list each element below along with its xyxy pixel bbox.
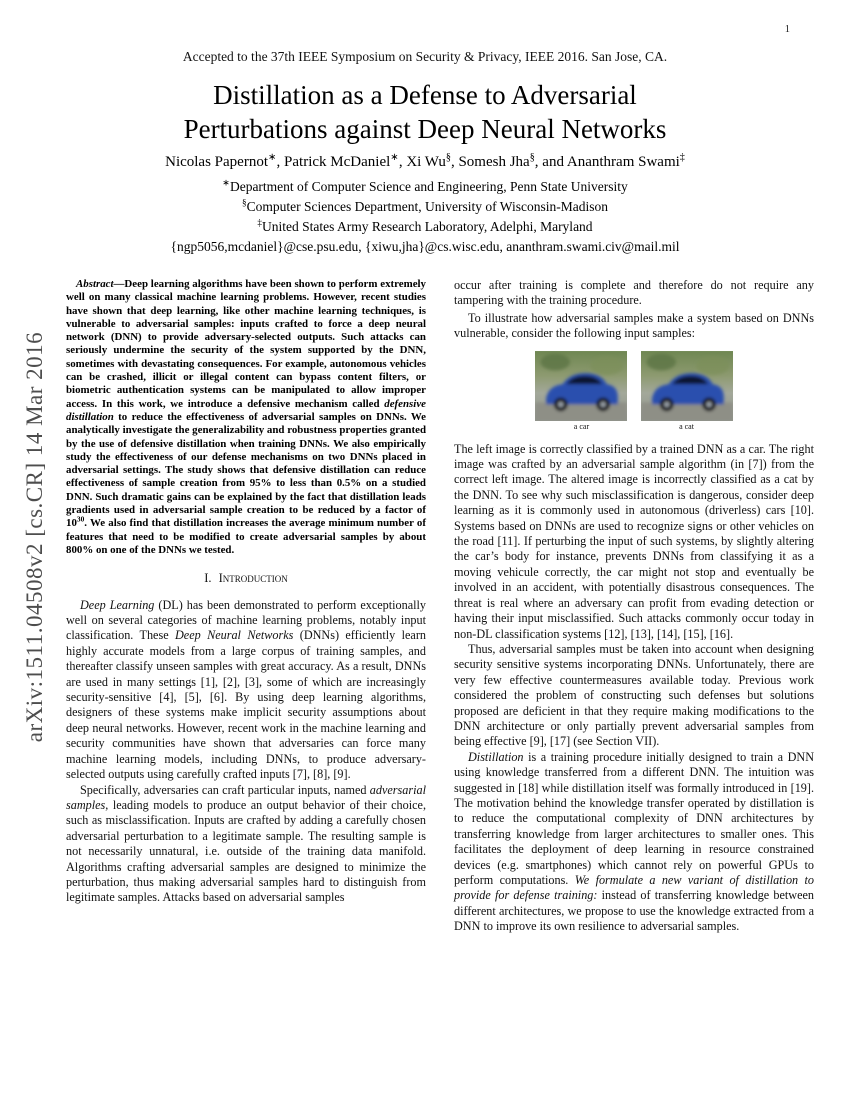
intro-paragraph-2 [66,783,426,906]
abstract-segment: . We also find that distillation increases the average minimum number of features that need to be modified to create adversarial samples by about 800% on one of the DNNs we tested. [66,517,426,556]
author-name: , Patrick McDaniel [276,154,391,170]
paper-title-line2: Perturbations against Deep Neural Networks [183,114,667,144]
author-block [0,154,850,257]
section-number: I. [204,571,212,586]
intro-paragraph-1 [66,598,426,783]
author-mark: ∗ [390,152,399,163]
affiliation-mark: § [242,197,247,208]
emails-line: {ngp5056,mcdaniel}@cse.psu.edu, {xiwu,jha}@cs.wisc.edu, ananthram.swami.civ@mail.mil [170,239,680,254]
author-mark: ‡ [679,152,685,163]
affiliation-text: United States Army Research Laboratory, Adelphi, Maryland [262,219,593,234]
figure-caption-right: a cat [679,421,694,431]
paragraph-text: (DNNs) efficiently learn highly accurate models from a large corpus of training samples, and thereafter classify unseen samples with great accuracy. As a result, DNNs are used in many settings [1], [2], [3], some of which are increasingly security-sensitive [4], [5], [6]. By using deep learning algorithms, designers of these systems make implicit security assumptions about deep neural networks. However, recent work in the machine learning and security communities have shown that adversaries can force many machine learning models, including DNNs, to produce adversary-selected outputs using carefully crafted inputs [7], [8], [9]. [66,628,426,782]
arxiv-watermark: arXiv:1511.04508v2 [cs.CR] 14 Mar 2016 [22,331,47,743]
author-mark: ∗ [268,152,277,163]
paragraph-text: (DL) has been demonstrated to perform exceptionally well on several categories of machine learning problems, notably input classification. These [66,597,427,643]
term-deep-learning: Deep Learning [80,597,155,612]
classification-paragraph: The left image is correctly classified by a trained DNN as a car. The right image was crafted by an adversarial sample algorithm (in [7]) from the correct left image. The altered image is incorrectly classified as a cat by the DNN. To see why such misclassification is dangerous, consider deep learning as it is commonly used in autonomous (driverless) cars [10]. Systems based on DNNs are used to recognize signs or other vehicles on the road [11]. If perturbing the input of such systems, by slightly altering the car’s body for instance, prevents DNNs from classifying it as a moving vehicule correctly, the car might not stop and eventually be involved in an accident, with potentially disastrous consequences. The threat is real where an adversary can profit from evading detection or having their input misclassified. Such attacks commonly occur today in non-DL classification systems [12], [13], [14], [15], [16]. [454,441,814,641]
paper-title [0,78,850,146]
car-image-adversarial [641,351,733,421]
figure-item-original [535,351,627,432]
abstract-number-base: 10 [66,517,77,530]
term-deep-neural-networks: Deep Neural Networks [175,628,294,643]
acceptance-note: Accepted to the 37th IEEE Symposium on Security & Privacy, IEEE 2016. San Jose, CA. [182,49,668,64]
abstract-segment: —Deep learning algorithms have been shown to perform extremely well on many classical machine learning problems. However, recent studies have shown that deep learning, like other machine learning techniques, is vulnerable to adversarial samples: inputs crafted to force a deep neural network (DNN) to provide adversary-selected outputs. Such attacks can seriously undermine the security of the system supported by the DNN, sometimes with devastating consequences. For example, autonomous vehicles can be crashed, illicit or illegal content can bypass content filters, or biometric authentication systems can be manipulated to allow improper access. In this work, we introduce a defensive mechanism called [66,278,426,410]
affiliation-text: Computer Sciences Department, University of Wisconsin-Madison [246,199,608,214]
author-name: , Somesh Jha [450,154,530,170]
affiliation-mark: ∗ [222,177,230,188]
author-name: , and Ananthram Swami [534,154,680,170]
paragraph-text: is a training procedure initially designed to train a DNN using knowledge transferred from a different DNN. The intuition was suggested in [18] while distillation itself was formally introduced in [19]. The motivation behind the knowledge transfer operated by distillation is to reduce the computational complexity of DNN architectures by transferring knowledge from larger architectures to smaller ones. This facilitates the deployment of deep learning in resource constrained devices (e.g. smartphones) which cannot rely on powerful GPUs to perform computations. [454,749,814,887]
author-mark: § [529,152,535,163]
authors-line [0,154,850,171]
left-column [66,278,426,935]
distillation-paragraph [454,750,814,935]
term-distillation: Distillation [468,749,524,764]
two-column-body [66,278,814,935]
paragraph-text: Specifically, adversaries can craft particular inputs, named [80,782,370,797]
paragraph-text: instead of transferring knowledge between different architectures, we propose to use the knowledge extracted from a DNN to improve its own resilience to adversarial samples. [454,888,814,934]
abstract-number-exponent: 30 [76,514,85,524]
section-title: Introduction [218,571,288,586]
affiliation-mark: ‡ [257,217,263,228]
countermeasures-paragraph: Thus, adversarial samples must be taken into account when designing security sensitive systems incorporating DNNs. Unfortunately, there are very few effective countermeasures available today. Previous work considered the problem of constructing such defenses but solutions proposed are deficient in that they require making modifications to the DNN architecture or only partially prevent adversarial samples from being effective [9], [17] (see Section VII). [454,641,814,749]
affiliation-line-3 [0,217,850,237]
abstract-lead: Abstract [76,278,114,290]
page-number: 1 [784,24,790,35]
abstract-segment: to reduce the effectiveness of adversarial samples on DNNs. We analytically investigate the generalizability and robustness properties granted by the use of defensive distillation when training DNNs. We also empirically study the effectiveness of our defense mechanisms on two DNNs placed in adversarial settings. The study shows that defensive distillation can reduce effectiveness of sample creation from 95% to less than 0.5% on a studied DNN. Such dramatic gains can be explained by the fact that distillation leads gradients used in adversarial sample creation to be reduced by a factor of [66,410,426,517]
right-column [454,278,814,935]
author-mark: § [445,152,451,163]
paper-title-line1: Distillation as a Defense to Adversarial [213,80,637,110]
affiliation-line-1 [0,177,850,197]
affiliation-line-2 [0,197,850,217]
abstract-paragraph [66,278,426,557]
continuation-paragraph: occur after training is complete and therefore do not require any tampering with the training procedure. [454,278,814,308]
emphasis-defense-training: We formulate a new variant of distillation to provide for defense training: [454,873,815,903]
section-heading-introduction [66,571,426,586]
figure-item-adversarial [641,351,733,432]
abstract-keyterm: defensive distillation [66,397,426,423]
figure-caption-left: a car [573,421,590,431]
term-adversarial-samples: adversarial samples [66,782,426,812]
author-name: , Xi Wu [398,154,446,170]
car-image-original [535,351,627,421]
illustration-paragraph: To illustrate how adversarial samples make a system based on DNNs vulnerable, consider the following input samples: [454,310,814,341]
author-name: Nicolas Papernot [165,154,268,170]
paragraph-text: , leading models to produce an output behavior of their choice, such as misclassification. Inputs are crafted by adding a carefully chosen adversarial perturbation to a legitimate sample. The resulting sample is not necessarily unnatural, i.e. outside of the training data manifold. Algorithms crafting adversarial samples are designed to minimize the perturbation, thus making adversarial samples hard to distinguish from legitimate samples. Attacks based on adversarial samples [66,797,426,905]
figure-adversarial-examples [454,351,814,432]
affiliation-text: Department of Computer Science and Engineering, Penn State University [229,179,628,194]
